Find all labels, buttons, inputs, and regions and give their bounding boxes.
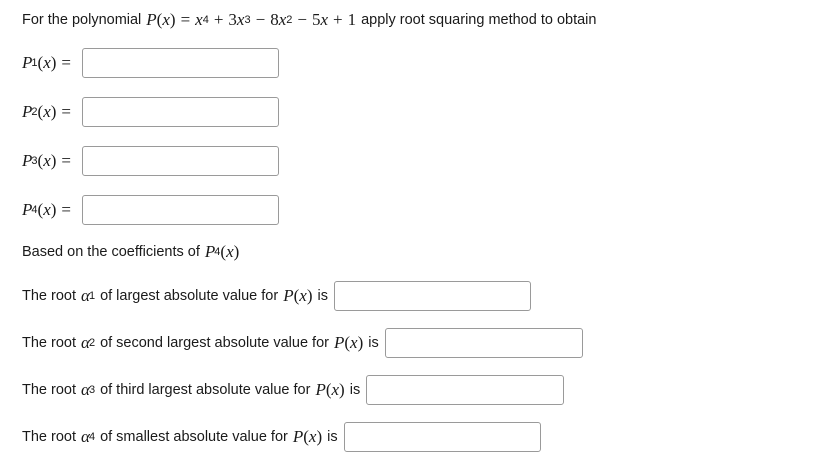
root2-input[interactable] (385, 328, 583, 358)
p3-input[interactable] (82, 146, 279, 176)
p4-input[interactable] (82, 195, 279, 225)
root1-row: The root α 1 of largest absolute value for P ( x ) is (22, 281, 531, 311)
p3-row: P 3 ( x ) = (22, 146, 279, 176)
p1-row: P 1 ( x ) = (22, 48, 279, 78)
root2-row: The root α 2 of second largest absolute value for P ( x ) is (22, 328, 583, 358)
question-suffix: apply root squaring method to obtain (361, 12, 597, 28)
question-prefix: For the polynomial (22, 12, 142, 28)
root3-input[interactable] (366, 375, 564, 405)
root4-input[interactable] (344, 422, 541, 452)
p4-row: P 4 ( x ) = (22, 195, 279, 225)
p2-input[interactable] (82, 97, 279, 127)
root1-input[interactable] (334, 281, 531, 311)
root4-row: The root α 4 of smallest absolute value for P ( x ) is (22, 422, 541, 452)
p2-row: P 2 ( x ) = (22, 97, 279, 127)
root3-row: The root α 3 of third largest absolute value for P ( x ) is (22, 375, 564, 405)
question-text: For the polynomial P ( x ) = x 4 + 3 x 3 − 8 x 2 − 5 x + 1 apply root squaring method to obtain (22, 10, 597, 29)
poly-name: P (146, 10, 157, 29)
p1-input[interactable] (82, 48, 279, 78)
basis-text: Based on the coefficients of P 4 ( x ) (22, 242, 240, 261)
